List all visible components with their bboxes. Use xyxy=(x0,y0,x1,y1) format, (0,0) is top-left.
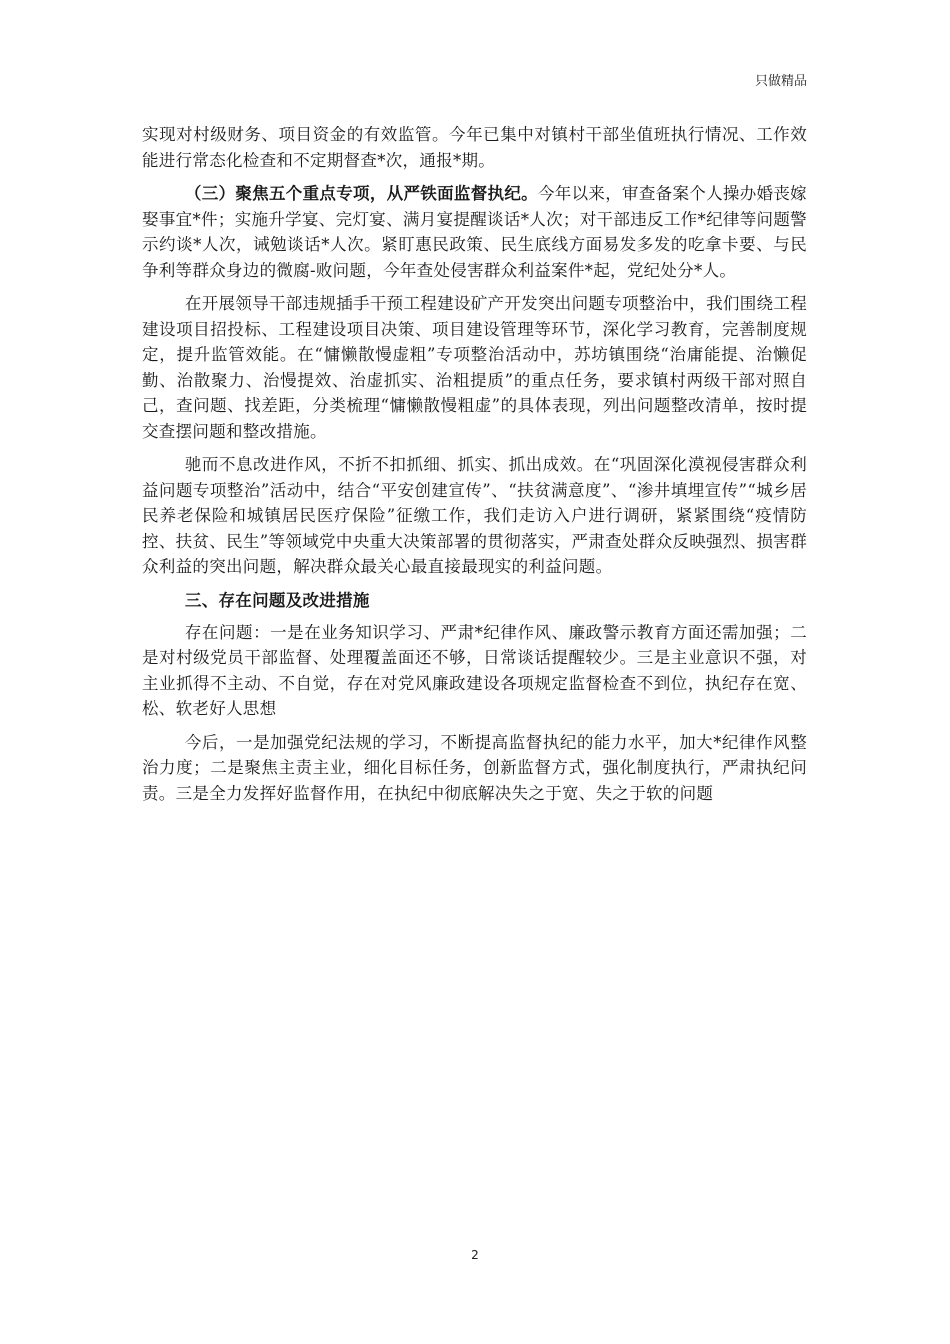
paragraph-lead-heading: （三）聚焦五个重点专项，从严铁面监督执纪。 xyxy=(184,184,538,203)
paragraph-engineering-rectification: 在开展领导干部违规插手干预工程建设矿产开发突出问题专项整治中，我们围绕工程建设项目招投标、工程建设项目决策、项目建设管理等环节，深化学习教育，完善制度规定，提升监管效能。在“慵懒散慢虚粗”专项整治活动中，苏坊镇围绕“治庸能提、治懒促勤、治散聚力、治慢提效、治虚抓实、治粗提质”的重点任务，要求镇村两级干部对照自己，查问题、找差距，分类梳理“慵懒散慢粗虚”的具体表现，列出问题整改清单，按时提交查摆问题和整改措施。 xyxy=(142,294,807,441)
page-number: 2 xyxy=(471,1248,479,1262)
paragraph-improvements: 今后，一是加强党纪法规的学习，不断提高监督执纪的能力水平，加大*纪律作风整治力度；二是聚焦主责主业，细化目标任务，创新监督方式，强化制度执行，严肃执纪问责。三是全力发挥好监督作用，在执纪中彻底解决失之于宽、失之于软的问题 xyxy=(142,732,807,803)
paragraph-problems: 存在问题：一是在业务知识学习、严肃*纪律作风、廉政警示教育方面还需加强；二是对村级党员干部监督、处理覆盖面还不够，日常谈话提醒较少。三是主业意识不强，对主业抓得不主动、不自觉，存在对党风廉政建设各项规定监督检查不到位，执纪存在宽、松、软老好人思想 xyxy=(142,622,807,718)
section-heading: 三、存在问题及改进措施 xyxy=(184,590,370,610)
header-note: 只做精品 xyxy=(754,74,807,89)
paragraph-work-style: 驰而不息改进作风，不折不扣抓细、抓实、抓出成效。在“巩固深化漠视侵害群众利益问题专项整治”活动中，结合“平安创建宣传”、“扶贫满意度”、“渗井填埋宣传”“城乡居民养老保险和城镇居民医疗保险”征缴工作，我们走访入户进行调研，紧紧围绕“疫情防控、扶贫、民生”等领域党中央重大决策部署的贯彻落实，严肃查处群众反映强烈、损害群众利益的突出问题，解决群众最关心最直接最现实的利益问题。 xyxy=(142,455,807,576)
paragraph-special-projects xyxy=(142,181,807,283)
paragraph-text: 今年以来，审查备案个人操办婚丧嫁娶事宜*件；实施升学宴、完灯宴、满月宴提醒谈话*人次；对干部违反工作*纪律等问题警示约谈*人次，诫勉谈话*人次。紧盯惠民政策、民生底线方面易发多发的吃拿卡要、与民争利等群众身边的微腐-败问题，今年查处侵害群众利益案件*起，党纪处分*人。 xyxy=(142,184,807,280)
paragraph-continuation: 实现对村级财务、项目资金的有效监管。今年已集中对镇村干部坐值班执行情况、工作效能进行常态化检查和不定期督查*次，通报*期。 xyxy=(142,125,807,170)
document-body xyxy=(142,122,807,814)
